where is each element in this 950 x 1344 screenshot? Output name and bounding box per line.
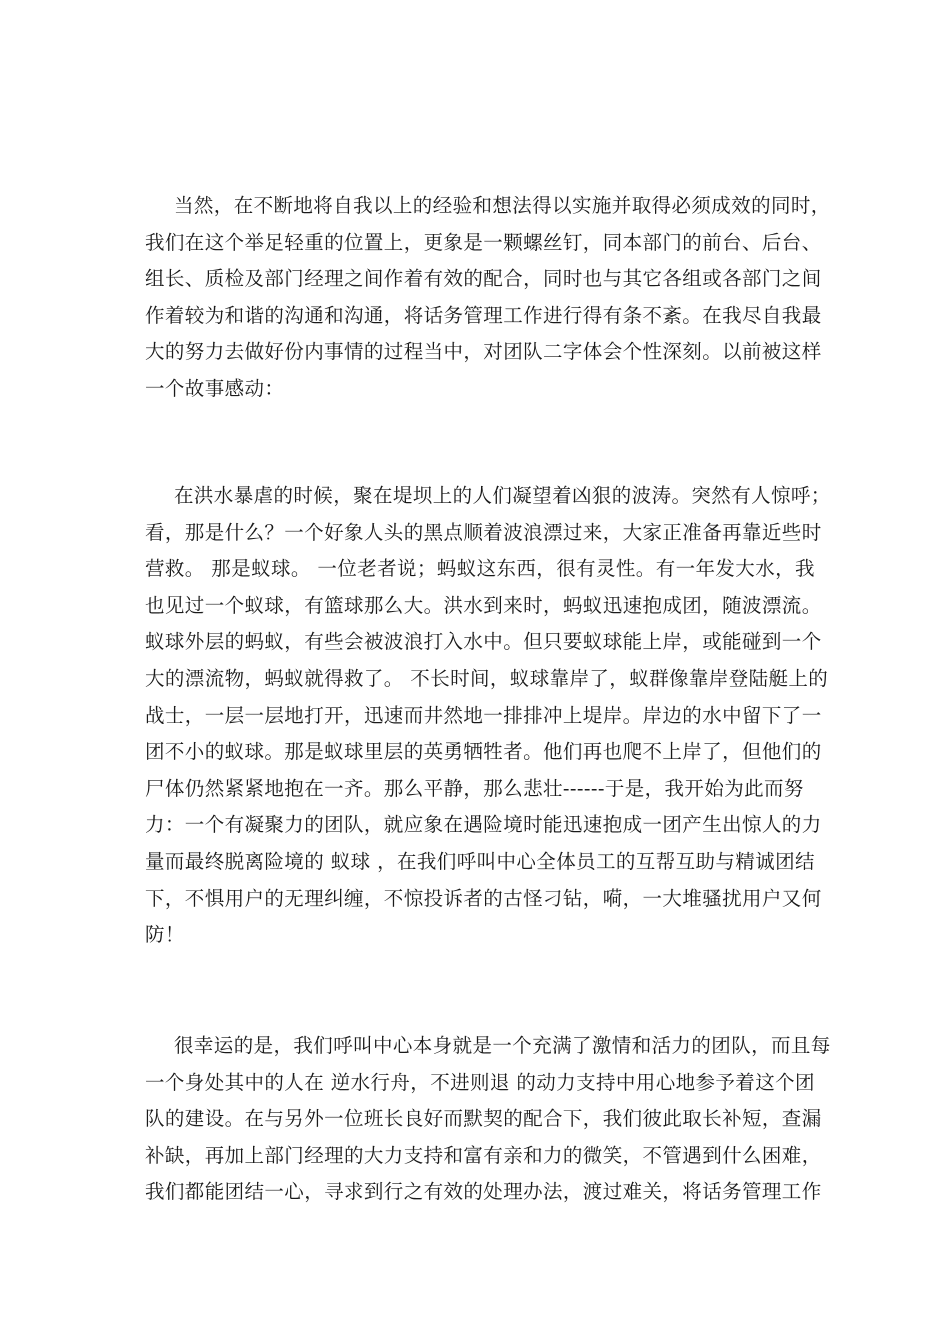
paragraph-line: 一个故事感动：	[145, 376, 285, 400]
paragraph-line: 量而最终脱离险境的 蚁球 ，在我们呼叫中心全体员工的互帮互助与精诚团结	[145, 849, 815, 873]
paragraph-line: 营救。 那是蚁球。 一位老者说；蚂蚁这东西，很有灵性。有一年发大水，我	[145, 557, 815, 581]
paragraph-teamwork-intro	[145, 188, 831, 408]
paragraph-line: 防！	[145, 923, 185, 947]
paragraph-line: 也见过一个蚁球，有篮球那么大。洪水到来时，蚂蚁迅速抱成团，随波漂流。	[145, 593, 822, 617]
paragraph-line: 下，不惧用户的无理纠缠，不惊投诉者的古怪刁钻，嗬，一大堆骚扰用户又何	[145, 886, 822, 910]
paragraph-line: 很幸运的是，我们呼叫中心本身就是一个充满了激情和活力的团队，而且每	[174, 1034, 831, 1057]
paragraph-line: 一个身处其中的人在 逆水行舟，不进则退 的动力支持中用心地参予着这个团	[145, 1070, 815, 1094]
paragraph-line: 当然，在不断地将自我以上的经验和想法得以实施并取得必须成效的同时，	[174, 194, 831, 217]
paragraph-line: 作着较为和谐的沟通和沟通，将话务管理工作进行得有条不紊。在我尽自我最	[145, 303, 822, 327]
paragraph-line: 大的漂流物，蚂蚁就得救了。 不长时间，蚁球靠岸了，蚁群像靠岸登陆艇上的	[145, 666, 829, 690]
paragraph-line: 力：一个有凝聚力的团队，就应象在遇险境时能迅速抱成一团产生出惊人的力	[145, 813, 822, 837]
paragraph-line: 尸体仍然紧紧地抱在一齐。那么平静，那么悲壮------于是，我开始为此而努	[145, 776, 804, 800]
paragraph-call-center-team	[145, 1028, 831, 1211]
paragraph-line: 蚁球外层的蚂蚁，有些会被波浪打入水中。但只要蚁球能上岸，或能碰到一个	[145, 630, 822, 654]
paragraph-line: 我们都能团结一心，寻求到行之有效的处理办法，渡过难关，将话务管理工作	[145, 1180, 822, 1204]
paragraph-line: 补缺，再加上部门经理的大力支持和富有亲和力的微笑，不管遇到什么困难，	[145, 1143, 822, 1167]
paragraph-line: 我们在这个举足轻重的位置上，更象是一颗螺丝钉，同本部门的前台、后台、	[145, 230, 822, 254]
paragraph-line: 大的努力去做好份内事情的过程当中，对团队二字体会个性深刻。以前被这样	[145, 340, 822, 364]
paragraph-line: 团不小的蚁球。那是蚁球里层的英勇牺牲者。他们再也爬不上岸了，但他们的	[145, 740, 822, 764]
paragraph-line: 战士，一层一层地打开，迅速而井然地一排排冲上堤岸。岸边的水中留下了一	[145, 703, 822, 727]
paragraph-ant-ball-story	[145, 478, 831, 954]
paragraph-line: 在洪水暴虐的时候，聚在堤坝上的人们凝望着凶狠的波涛。突然有人惊呼；	[174, 484, 831, 507]
paragraph-line: 看，那是什么？一个好象人头的黑点顺着波浪漂过来，大家正准备再靠近些时	[145, 520, 822, 544]
paragraph-line: 组长、质检及部门经理之间作着有效的配合，同时也与其它各组或各部门之间	[145, 267, 822, 291]
paragraph-line: 队的建设。在与另外一位班长良好而默契的配合下，我们彼此取长补短，查漏	[145, 1107, 822, 1131]
